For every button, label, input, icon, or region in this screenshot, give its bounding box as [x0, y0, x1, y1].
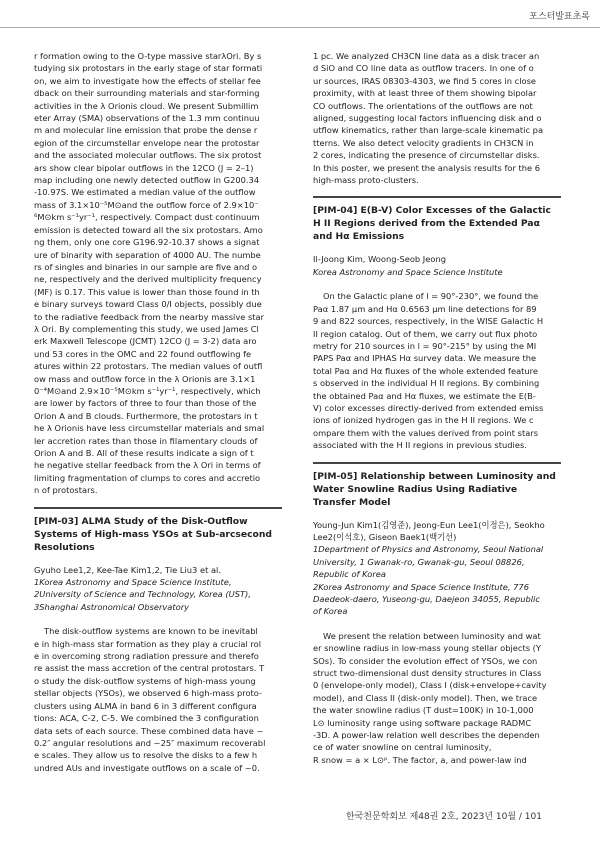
page-footer: 한국천문학회보 제48권 2호, 2023년 10월 / 101	[345, 812, 542, 822]
continued-abstract: r formation owing to the O-type massive starλOri. By s tudying six protostars in the early stage of star formati on, we aim to investigate how the effects of stellar fee dback on their surrounding materials and star-forming activities in the λ Orionis cloud. We present Submillim eter Array (SMA) observations of the 1.3 mm continuu m and molecular line emission that probe the dense r egion of the circumstellar envelope near the protostar and the associated molecular outflows. The six protost ars show clear bipolar outflows in the 12CO (J = 2–1) map including one newly detected outflow in G200.34 -10.97S. We estimated a median value of the outflow mass of 3.1×10⁻⁵M⊙and the outflow force of 2.9×10⁻ ⁶M⊙km s⁻¹yr⁻¹, respectively. Compact dust continuum emission is detected toward all the six protostars. Amo ng them, only one core G196.92-10.37 shows a signat ure of binarity with separation of 4000 AU. The numbe rs of singles and binaries in our sample are five and o ne, respectively and the derived multiplicity frequency (MF) is 0.17. This value is lower than those found in th e binary surveys toward Class 0/I objects, possibly due to the radiative feedback from the nearby massive star λ Ori. By complementing this study, we used James Cl erk Maxwell Telescope (JCMT) 12CO (J = 3-2) data aro und 53 cores in the OMC and 22 found outflowing fe atures within 22 protostars. The median values of outfl ow mass and outflow force in the λ Orionis are 3.1×1 0⁻⁴M⊙and 2.9×10⁻⁵M⊙km s⁻¹yr⁻¹, respectively, which are lower by factors of three to four than those of the Orion A and B clouds. Furthermore, the protostars in t he λ Orionis have less circumstellar materials and smal ler accretion rates than those in filamentary clouds of Orion A and B. All of these results indicate a sign of t he negative stellar feedback from the λ Ori in terms of limiting fragmentation of clumps to cores and accretio n of protostars.	[34, 51, 265, 496]
continued-abstract-pim03: 1 pc. We analyzed CH3CN line data as a disk tracer an d SiO and CO line data as outflow tracers. In one of o ur sources, IRAS 08303-4303, we find 5 cores in close proximity, with at least three of them showing bipolar CO outflows. The orientations of the outflows are not aligned, suggesting local factors influencing disk and o utflow kinematics, rather than large-scale kinematic pa tterns. We also detect velocity gradients in CH3CN in 2 cores, indicating the presence of circumstellar disks. In this poster, we present the analysis results for the 6 high-mass proto-clusters.	[313, 51, 544, 186]
section-title-pim03: [PIM-03] ALMA Study of the Disk-Outflow Systems of High-mass YSOs at Sub-arcsecond Resolutions	[34, 515, 272, 553]
abstract-pim05: We present the relation between luminosity and wat er snowline radius in low-mass young stellar objects (Y SOs). To consider the evolution effect of YSOs, we con struct two-dimensional dust density structures in Class 0 (envelope-only model), Class I (disk+envelope+cavity model), and Class II (disk-only model). Then, we trace the water snowline radius (T dust=100K) in 10-1,000 L⊙ luminosity range using software package RADMC -3D. A power-law relation well describes the dependen ce of water snowline on central luminosity, R snow = a × L⊙ᵖ. The factor, a, and power-law ind	[313, 630, 547, 765]
section-divider	[313, 196, 561, 198]
authors-pim04: Il-Joong Kim, Woong-Seob Jeong	[313, 254, 446, 265]
section-header-label: 포스터발표초록	[529, 12, 590, 22]
left-column	[34, 50, 282, 774]
section-divider	[313, 462, 561, 464]
affiliations-pim04: Korea Astronomy and Space Science Institute	[313, 266, 503, 277]
section-title-pim05: [PIM-05] Relationship between Luminosity and Water Snowline Radius Using Radiative Transfer Model	[313, 470, 556, 508]
abstract-pim04: On the Galactic plane of l = 90°-230°, we found the Paα 1.87 μm and Hα 0.6563 μm line detections for 89 9 and 822 sources, respectively, in the WISE Galactic H II region catalog. Out of them, we carry out flux photo metry for 210 sources in l = 90°-215° by using the MI PAPS Paα and IPHAS Hα survey data. We measure the total Paα and Hα fluxes of the whole extended feature s observed in the individual H II regions. By combining the obtained Paα and Hα fluxes, we estimate the E(B- V) color excesses directly-derived from extended emiss ions of ionized hydrogen gas in the H II regions. We c ompare them with the values derived from point stars associated with the H II regions in previous studies.	[313, 291, 544, 451]
affiliations-pim05: 1Department of Physics and Astronomy, Seoul National University, 1 Gwanak-ro, Gwanak-gu, Seoul 08826, Republic of Korea 2Korea Astronomy and Space Science Institute, 776 Daedeok-daero, Yuseong-gu, Daejeon 34055, Republic of Korea	[313, 544, 544, 617]
section-divider	[34, 507, 282, 509]
authors-pim03: Gyuho Lee1,2, Kee-Tae Kim1,2, Tie Liu3 et al.	[34, 564, 221, 575]
authors-pim05: Young-Jun Kim1(김영준), Jeong-Eun Lee1(이정은), Seokho Lee2(이석호), Giseon Baek1(백기선)	[313, 519, 545, 542]
affiliations-pim03: 1Korea Astronomy and Space Science Institute, 2University of Science and Technology, Korea (UST), 3Shanghai Astronomical Observatory	[34, 577, 251, 612]
right-column	[313, 50, 561, 766]
section-title-pim04: [PIM-04] E(B-V) Color Excesses of the Galactic H II Regions derived from the Extended Paα and Hα Emissions	[313, 205, 551, 243]
abstract-pim03: The disk-outflow systems are known to be inevitabl e in high-mass star formation as they play a crucial rol e in overcoming strong radiation pressure and therefo re assist the mass accretion of the central protostars. T o study the disk-outflow systems of high-mass young stellar objects (YSOs), we observed 6 high-mass proto- clusters using ALMA in band 6 in 3 different configura tions: ACA, C-2, C-5. We combined the 3 configuration data sets of each source. These combined data have ~ 0.2″ angular resolutions and ~25″ maximum recoverabl e scales. They allow us to resolve the disks to a few h undred AUs and investigate outflows on a scale of ~0.	[34, 626, 266, 773]
header-divider	[0, 27, 600, 28]
